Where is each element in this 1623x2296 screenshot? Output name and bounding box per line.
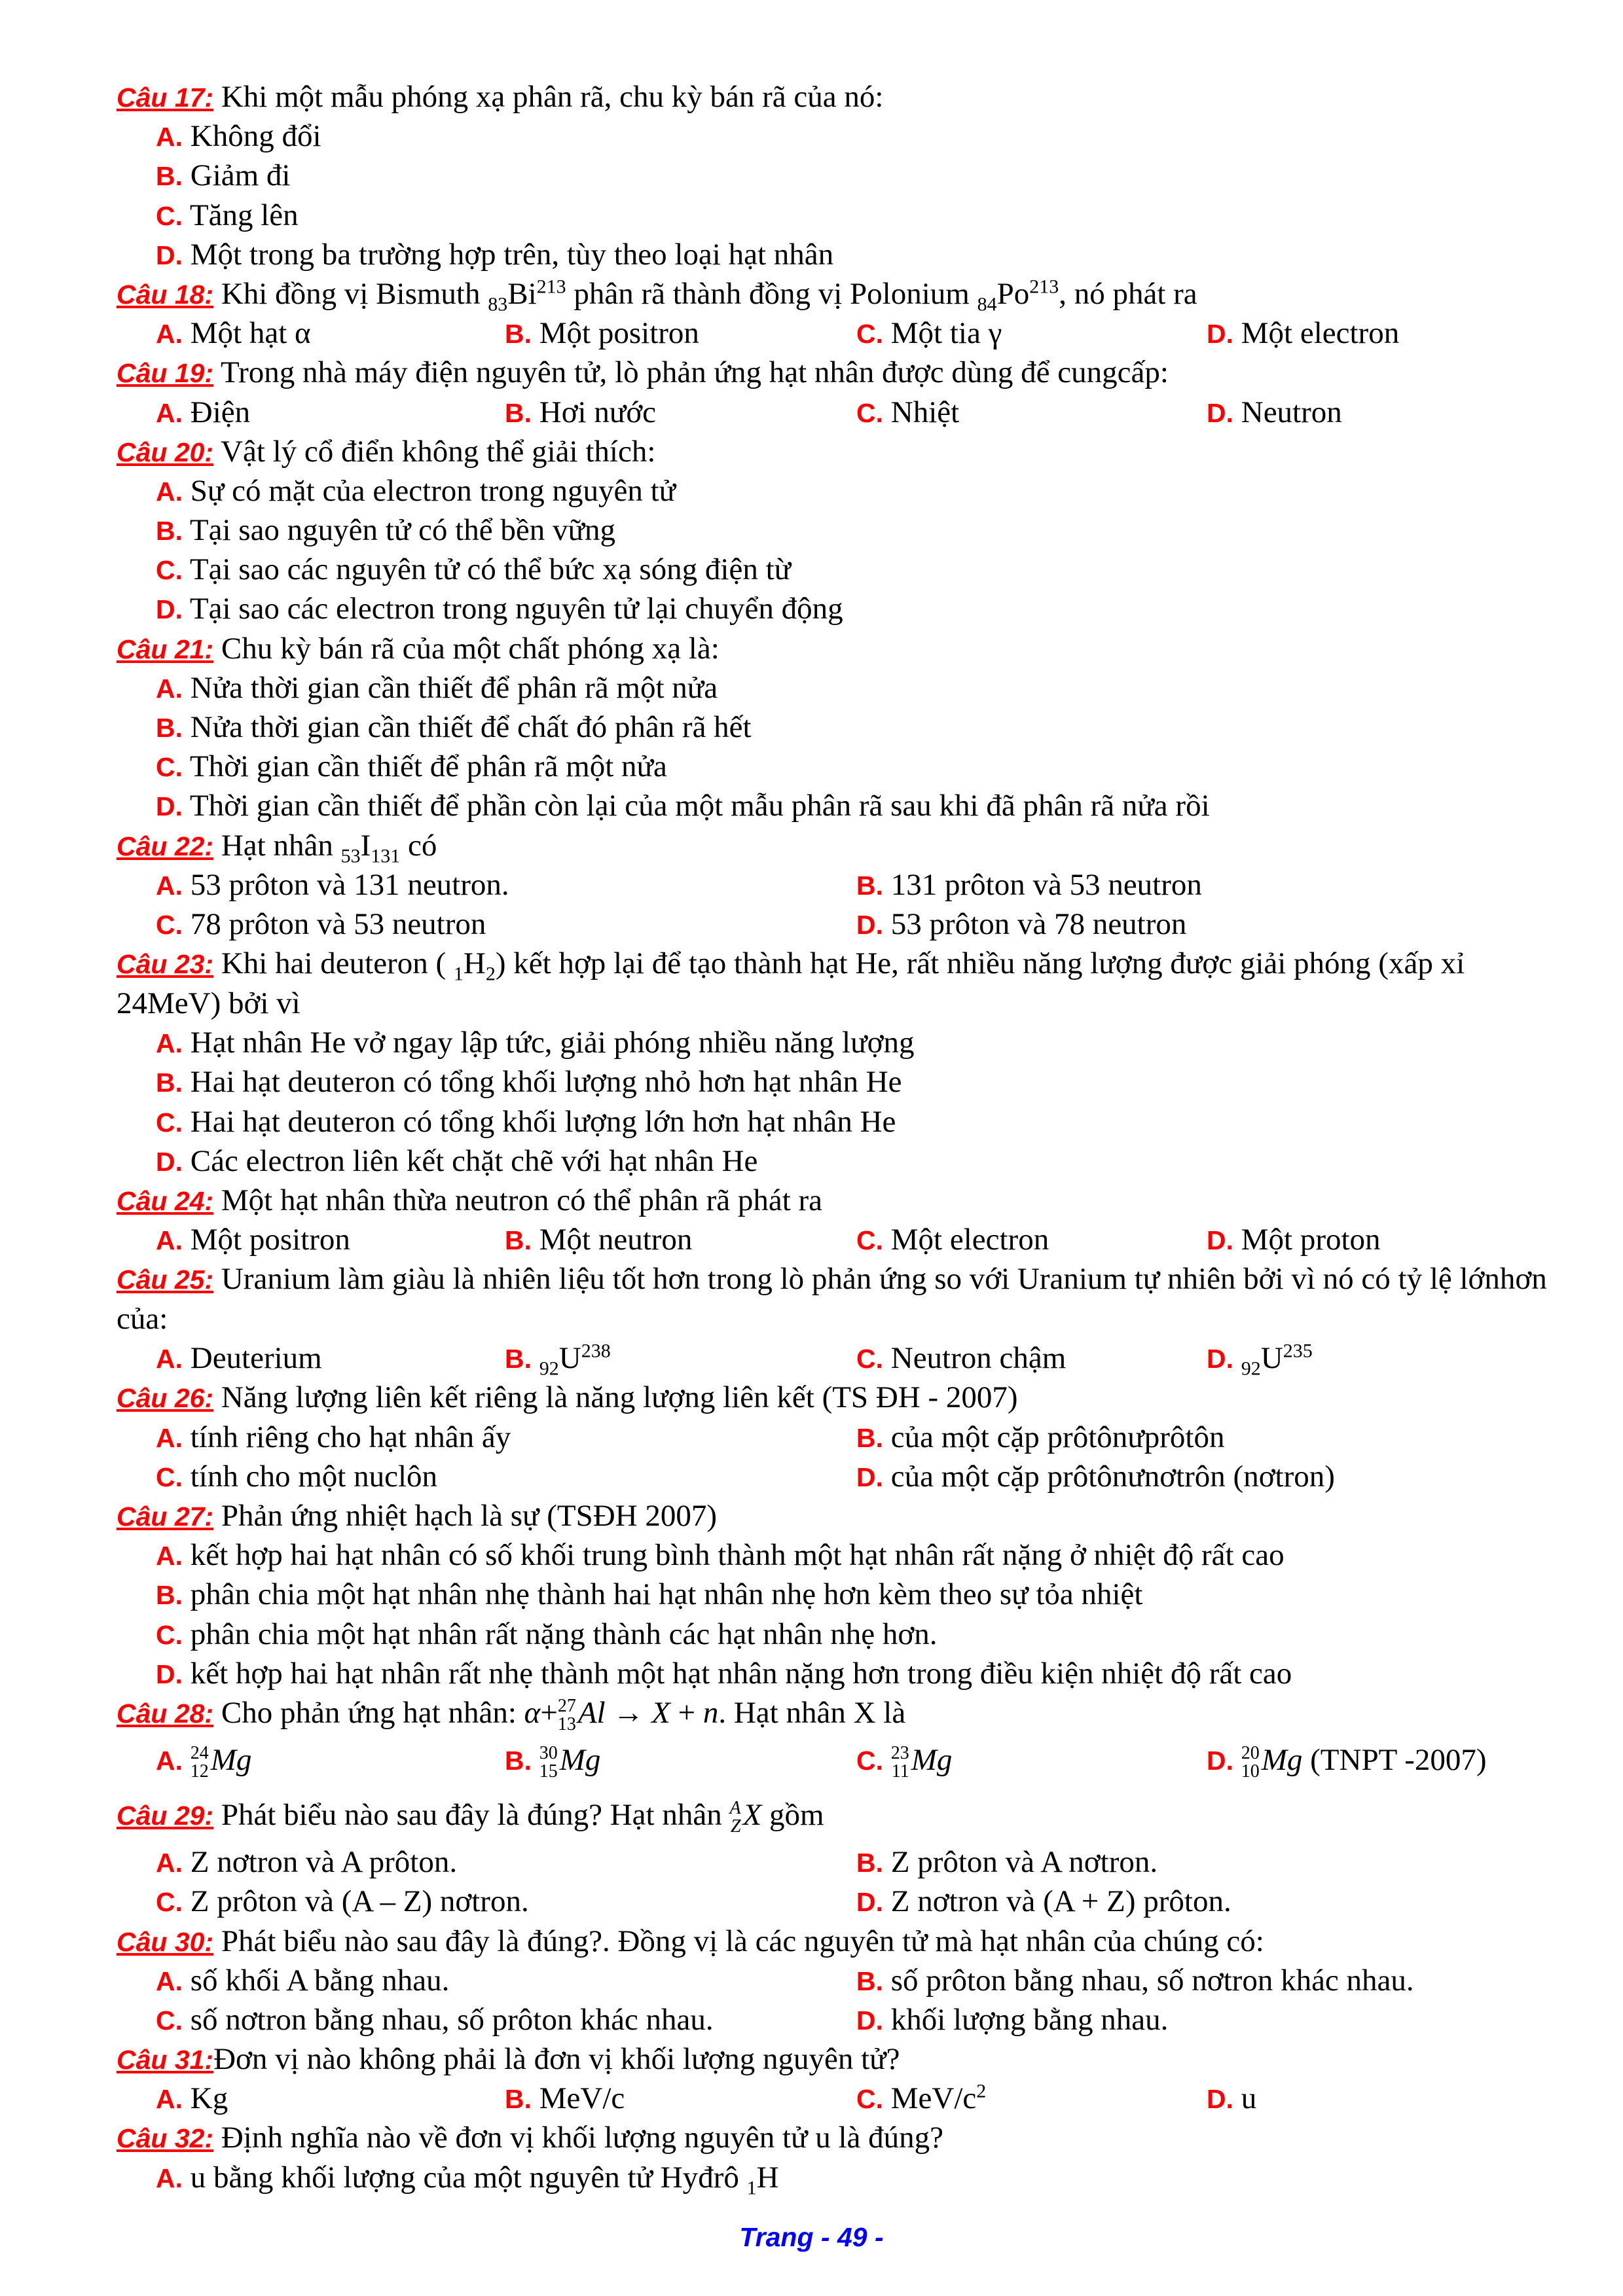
- option-24a: A. Một positron: [156, 1223, 350, 1257]
- option-27a: A. kết hợp hai hạt nhân có số khối trung bình thành một hạt nhân rất nặng ở nhiệt độ rất cao: [156, 1538, 1285, 1573]
- option-30c: C. số nơtron bằng nhau, số prôton khác nhau.: [156, 2002, 714, 2037]
- option-20b: B. Tại sao nguyên tử có thể bền vững: [156, 513, 615, 548]
- option-19b: B. Hơi nước: [505, 395, 657, 429]
- option-22b: B. 131 prôton và 53 neutron: [856, 867, 1202, 902]
- question-26: Câu 26: Năng lượng liên kết riêng là năng lượng liên kết (TS ĐH - 2007): [117, 1380, 1018, 1415]
- question-27: Câu 27: Phản ứng nhiệt hạch là sự (TSĐH 2007): [117, 1499, 717, 1533]
- question-25: Câu 25: Uranium làm giàu là nhiên liệu tốt hơn trong lò phản ứng so với Uranium tự nhiên bởi vì nó có tỷ lệ lớnhơn của:: [117, 1262, 1547, 1336]
- option-21c: C. Thời gian cần thiết để phân rã một nửa: [156, 749, 667, 784]
- options-26-row1: [117, 1418, 1563, 1457]
- page-number: Trang - 49 -: [739, 2222, 884, 2252]
- option-29b: B. Z prôton và A nơtron.: [856, 1845, 1158, 1880]
- option-18b: B. Một positron: [505, 316, 699, 351]
- option-31b: B. MeV/c: [505, 2081, 625, 2116]
- option-22a: A. 53 prôton và 131 neutron.: [156, 867, 509, 902]
- question-29: Câu 29: Phát biểu nào sau đây là đúng? Hạt nhân A Z X gồm: [117, 1798, 824, 1837]
- option-26c: C. tính cho một nuclôn: [156, 1459, 438, 1494]
- option-26d: D. của một cặp prôtônưnơtrôn (nơtron): [856, 1459, 1335, 1494]
- option-27d: D. kết hợp hai hạt nhân rất nhẹ thành một hạt nhân nặng hơn trong điều kiện nhiệt độ rất cao: [156, 1656, 1292, 1691]
- question-23: Câu 23: Khi hai deuteron ( $_1H_2$) kết hợp lại để tạo thành hạt He, rất nhiều năng lượng được giải phóng (xấp xỉ 24MeV) bởi vì: [117, 946, 1465, 1021]
- option-17c: C. Tăng lên: [156, 198, 299, 232]
- option-17d: D. Một trong ba trường hợp trên, tùy theo loại hạt nhân: [156, 237, 834, 272]
- option-23c: C. Hai hạt deuteron có tổng khối lượng lớn hơn hạt nhân He: [156, 1104, 896, 1139]
- option-29a: A. Z nơtron và A prôton.: [156, 1845, 458, 1880]
- option-28b: B. 30 15 Mg: [505, 1743, 601, 1782]
- option-25a: A. Deuterium: [156, 1341, 322, 1376]
- options-29-row1: [117, 1842, 1563, 1882]
- option-30a: A. số khối A bằng nhau.: [156, 1963, 450, 1998]
- option-24c: C. Một electron: [856, 1223, 1049, 1257]
- option-17b: B. Giảm đi: [156, 158, 291, 193]
- option-30b: B. số prôton bằng nhau, số nơtron khác nhau.: [856, 1963, 1414, 1998]
- option-28c: C. 23 11 Mg: [856, 1743, 953, 1782]
- options-30-row1: [117, 1961, 1563, 2000]
- question-18: Câu 18: Khi đồng vị Bismuth $_{83}Bi^{213}$ phân rã thành đồng vị Polonium $_{84}Po^{213}$, nó phát ra: [117, 276, 1197, 315]
- options-22-row1: [117, 865, 1563, 905]
- options-29-row2: [117, 1882, 1563, 1921]
- option-20a: A. Sự có mặt của electron trong nguyên tử: [156, 473, 676, 508]
- option-22c: C. 78 prôton và 53 neutron: [156, 906, 486, 941]
- options-26-row2: [117, 1457, 1563, 1496]
- options-30-row2: [117, 2000, 1563, 2039]
- option-18d: D. Một electron: [1207, 316, 1400, 351]
- option-26b: B. của một cặp prôtônưprôtôn: [856, 1420, 1225, 1454]
- option-23b: B. Hai hạt deuteron có tổng khối lượng nhỏ hơn hạt nhân He: [156, 1065, 902, 1100]
- option-31a: A. Kg: [156, 2081, 228, 2116]
- option-18c: C. Một tia γ: [856, 316, 1002, 351]
- option-27b: B. phân chia một hạt nhân nhẹ thành hai hạt nhân nhẹ hơn kèm theo sự tỏa nhiệt: [156, 1577, 1143, 1612]
- options-24: [117, 1220, 1563, 1259]
- question-17: Câu 17: Khi một mẫu phóng xạ phân rã, chu kỳ bán rã của nó:: [117, 80, 884, 114]
- option-23d: D. Các electron liên kết chặt chẽ với hạt nhân He: [156, 1143, 758, 1178]
- options-31: [117, 2079, 1563, 2118]
- option-19d: D. Neutron: [1207, 395, 1342, 429]
- option-29c: C. Z prôton và (A – Z) nơtron.: [156, 1884, 529, 1919]
- option-17a: A. Không đổi: [156, 119, 321, 154]
- question-22: Câu 22: Hạt nhân $_{53}I_{131}$ có: [117, 828, 437, 867]
- option-28d: D. 20 10 Mg (TNPT -2007): [1207, 1743, 1487, 1782]
- option-29d: D. Z nơtron và (A + Z) prôton.: [856, 1884, 1231, 1919]
- option-19a: A. Điện: [156, 395, 251, 429]
- option-20d: D. Tại sao các electron trong nguyên tử lại chuyển động: [156, 592, 843, 626]
- question-30: Câu 30: Phát biểu nào sau đây là đúng?. Đồng vị là các nguyên tử mà hạt nhân của chúng có:: [117, 1924, 1264, 1958]
- question-21: Câu 21: Chu kỳ bán rã của một chất phóng xạ là:: [117, 631, 720, 666]
- option-30d: D. khối lượng bằng nhau.: [856, 2002, 1169, 2037]
- options-25: [117, 1338, 1563, 1378]
- options-22-row2: [117, 905, 1563, 944]
- question-20: Câu 20: Vật lý cổ điển không thể giải thích:: [117, 434, 656, 469]
- option-27c: C. phân chia một hạt nhân rất nặng thành các hạt nhân nhẹ hơn.: [156, 1617, 938, 1651]
- option-28a: A. 24 12 Mg: [156, 1743, 252, 1782]
- option-26a: A. tính riêng cho hạt nhân ấy: [156, 1420, 511, 1454]
- options-28: [117, 1732, 1563, 1787]
- option-31d: D. u: [1207, 2081, 1257, 2116]
- option-21d: D. Thời gian cần thiết để phần còn lại của một mẫu phân rã sau khi đã phân rã nửa rồi: [156, 789, 1210, 823]
- option-24b: B. Một neutron: [505, 1223, 693, 1257]
- question-32: Câu 32: Định nghĩa nào về đơn vị khối lượng nguyên tử u là đúng?: [117, 2121, 944, 2155]
- option-21a: A. Nửa thời gian cần thiết để phân rã một nửa: [156, 670, 718, 705]
- option-31c: C. MeV/$c^2$: [856, 2080, 987, 2116]
- option-22d: D. 53 prôton và 78 neutron: [856, 906, 1187, 941]
- option-21b: B. Nửa thời gian cần thiết để chất đó phân rã hết: [156, 710, 752, 744]
- question-24: Câu 24: Một hạt nhân thừa neutron có thể phân rã phát ra: [117, 1183, 823, 1217]
- option-25c: C. Neutron chậm: [856, 1341, 1067, 1376]
- question-31: Câu 31:Đơn vị nào không phải là đơn vị khối lượng nguyên tử?: [117, 2042, 900, 2077]
- options-19: [117, 393, 1563, 432]
- question-list: [117, 77, 1563, 2197]
- option-18a: A. Một hạt α: [156, 316, 311, 351]
- option-20c: C. Tại sao các nguyên tử có thể bức xạ sóng điện từ: [156, 552, 792, 587]
- option-25d: D. $_{92}U^{235}$: [1207, 1340, 1313, 1380]
- question-28: Câu 28: Cho phản ứng hạt nhân: α+ 27 13 Al → X + n. Hạt nhân X là: [117, 1695, 906, 1735]
- options-18: [117, 314, 1563, 353]
- option-32a: A. u bằng khối lượng của một nguyên tử Hyđrô $_1$H: [156, 2160, 779, 2199]
- option-25b: B. $_{92}U^{238}$: [505, 1340, 611, 1380]
- option-19c: C. Nhiệt: [856, 395, 960, 429]
- option-24d: D. Một proton: [1207, 1223, 1381, 1257]
- option-23a: A. Hạt nhân He vở ngay lập tức, giải phóng nhiều năng lượng: [156, 1026, 915, 1060]
- question-19: Câu 19: Trong nhà máy điện nguyên tử, lò phản ứng hạt nhân được dùng để cungcấp:: [117, 355, 1169, 390]
